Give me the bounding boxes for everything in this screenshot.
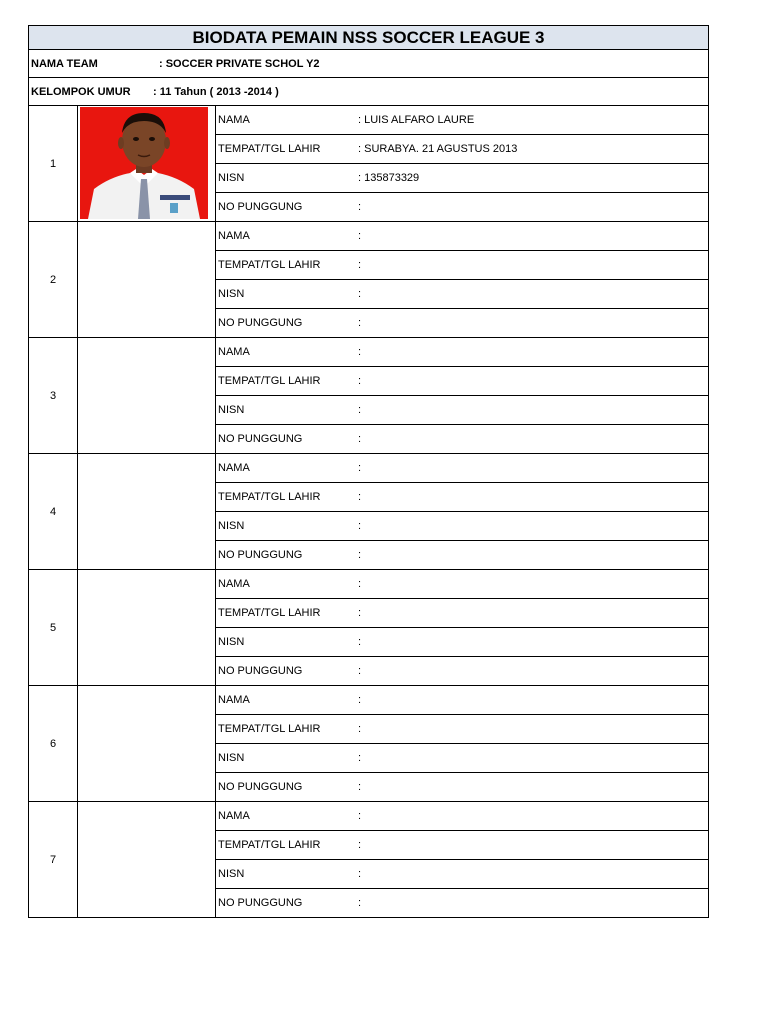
player-number: 2 <box>29 222 78 337</box>
player-number: 4 <box>29 454 78 569</box>
field-jersey: NO PUNGGUNG : <box>218 897 362 909</box>
team-label: NAMA TEAM <box>31 57 98 70</box>
field-nisn: NISN : <box>216 512 708 541</box>
player-photo-image <box>80 107 208 219</box>
field-name: NAMA : <box>216 802 708 831</box>
page-title: BIODATA PEMAIN NSS SOCCER LEAGUE 3 <box>28 25 709 50</box>
field-name: NAMA : <box>216 222 708 251</box>
field-birth: TEMPAT/TGL LAHIR : <box>216 831 708 860</box>
player-row <box>28 802 709 918</box>
player-number: 5 <box>29 570 78 685</box>
player-number: 7 <box>29 802 78 917</box>
field-nisn: NISN : <box>216 396 708 425</box>
field-name: NAMA : LUIS ALFARO LAURE <box>216 106 708 135</box>
player-row <box>28 686 709 802</box>
field-birth: TEMPAT/TGL LAHIR : <box>216 367 708 396</box>
player-photo <box>78 570 216 685</box>
field-nisn: NISN : <box>216 280 708 309</box>
field-nisn: NISN : <box>216 628 708 657</box>
field-nisn: NISN : <box>216 860 708 889</box>
field-birth: TEMPAT/TGL LAHIR : <box>216 599 708 628</box>
player-row <box>28 106 709 222</box>
age-group-value: : 11 Tahun ( 2013 -2014 ) <box>153 85 279 98</box>
player-photo <box>78 686 216 801</box>
age-group-row <box>28 78 709 106</box>
field-jersey: NO PUNGGUNG : <box>218 549 362 561</box>
field-name: NAMA : <box>216 454 708 483</box>
team-row <box>28 50 709 78</box>
age-group-label: KELOMPOK UMUR <box>31 85 131 98</box>
field-jersey: NO PUNGGUNG : <box>218 433 362 445</box>
field-birth: TEMPAT/TGL LAHIR : <box>216 715 708 744</box>
field-name: NAMA : <box>216 338 708 367</box>
player-row <box>28 338 709 454</box>
field-birth: TEMPAT/TGL LAHIR : <box>216 251 708 280</box>
biodata-sheet <box>28 25 709 918</box>
player-photo <box>78 802 216 917</box>
player-row <box>28 570 709 686</box>
player-photo <box>78 222 216 337</box>
player-number: 1 <box>29 106 78 221</box>
field-jersey: NO PUNGGUNG : <box>218 201 362 213</box>
field-birth: TEMPAT/TGL LAHIR : SURABYA. 21 AGUSTUS 2013 <box>216 135 708 164</box>
player-photo <box>78 338 216 453</box>
field-birth: TEMPAT/TGL LAHIR : <box>216 483 708 512</box>
field-nisn: NISN : <box>216 744 708 773</box>
field-nisn: NISN : 135873329 <box>216 164 708 193</box>
field-jersey: NO PUNGGUNG : <box>218 665 362 677</box>
field-jersey: NO PUNGGUNG : <box>218 781 362 793</box>
player-photo <box>78 454 216 569</box>
player-row <box>28 454 709 570</box>
player-photo <box>78 106 216 221</box>
team-value: : SOCCER PRIVATE SCHOL Y2 <box>159 57 320 70</box>
player-number: 6 <box>29 686 78 801</box>
field-name: NAMA : <box>216 570 708 599</box>
player-number: 3 <box>29 338 78 453</box>
player-row <box>28 222 709 338</box>
field-name: NAMA : <box>216 686 708 715</box>
field-jersey: NO PUNGGUNG : <box>218 317 362 329</box>
